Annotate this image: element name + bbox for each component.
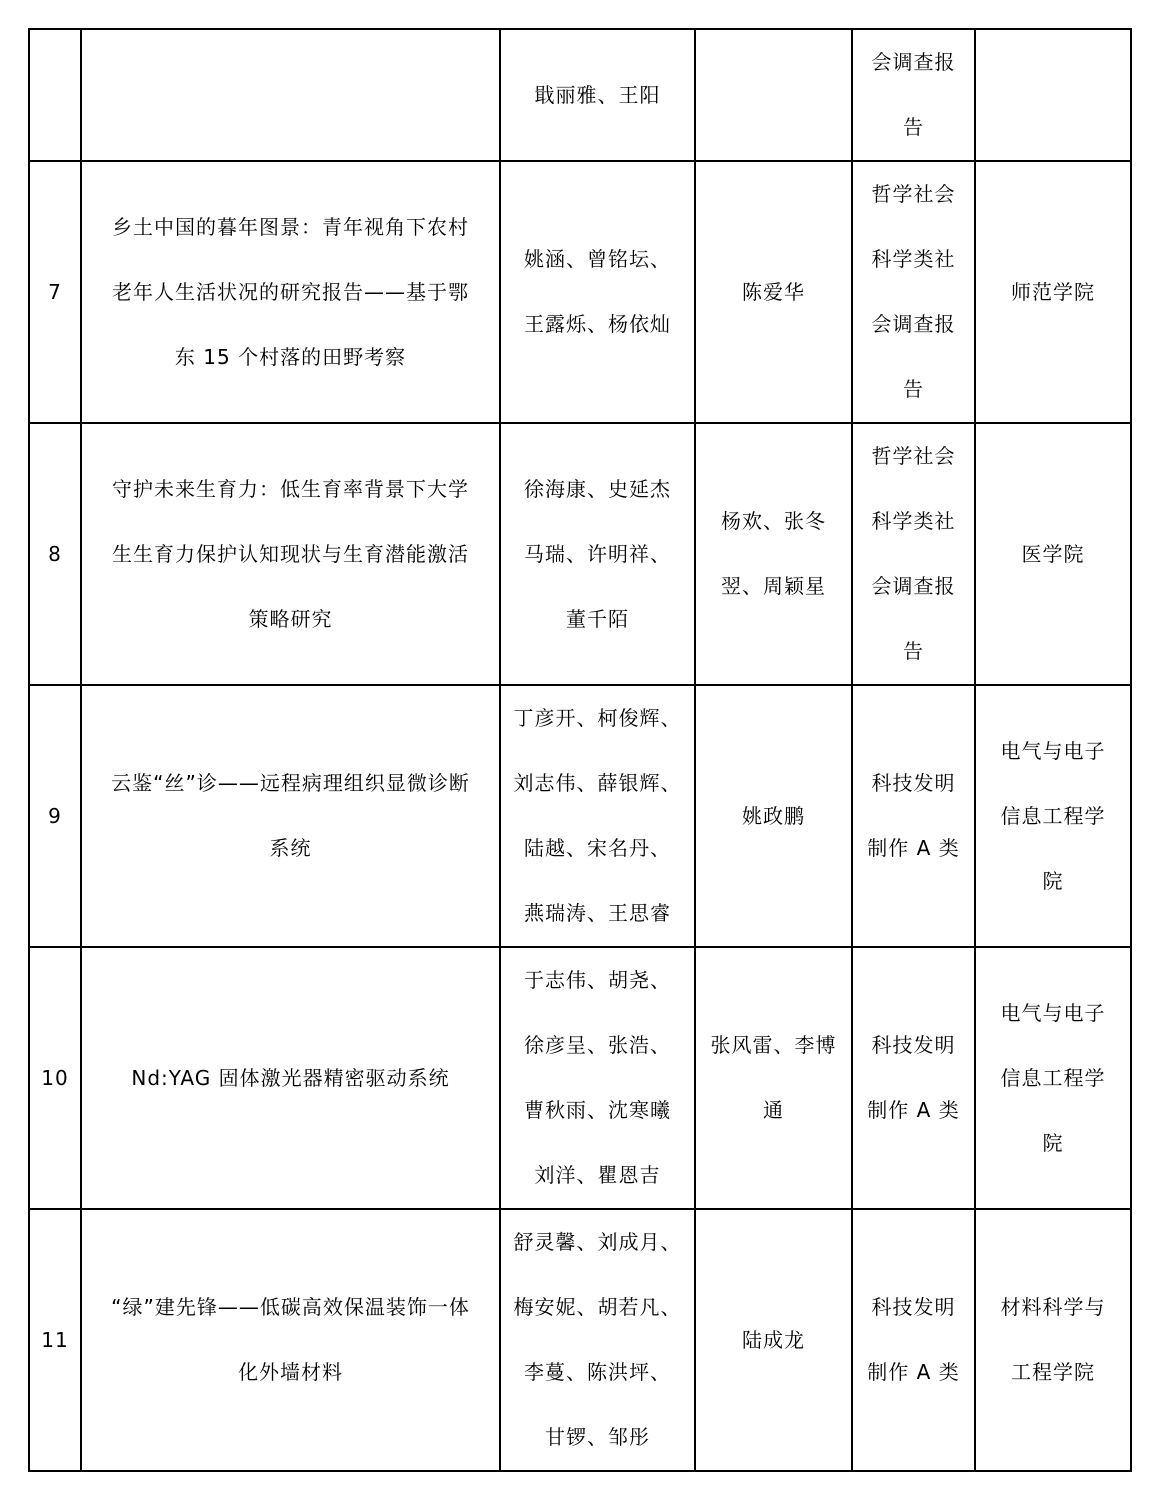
team-members-line: 于志伟、胡尧、 <box>524 968 671 992</box>
category-line: 科技发明 <box>871 771 956 795</box>
team-members-cell <box>500 29 695 161</box>
team-members-line: 徐彦呈、张浩、 <box>524 1033 671 1057</box>
advisor-cell <box>695 29 852 161</box>
team-members-cell <box>500 947 695 1209</box>
team-members-line: 李蔓、陈洪坪、 <box>524 1360 671 1384</box>
college-cell <box>975 161 1131 423</box>
project-title-cell <box>81 29 500 161</box>
team-members-line: 陆越、宋名丹、 <box>524 836 671 860</box>
team-members-line: 姚涵、曾铭坛、 <box>524 247 671 271</box>
project-title-line: 云鉴“丝”诊——远程病理组织显微诊断 <box>111 771 470 795</box>
category-line: 会调查报 <box>871 312 956 336</box>
category-line: 制作 A 类 <box>867 1360 960 1384</box>
row-number-cell: 7 <box>29 161 81 423</box>
project-title-line: 生生育力保护认知现状与生育潜能激活 <box>112 541 469 566</box>
award-table <box>28 28 1132 1472</box>
project-title-line: 乡土中国的暮年图景：青年视角下农村 <box>112 214 469 239</box>
advisor-cell <box>695 947 852 1209</box>
advisor-cell <box>695 1209 852 1471</box>
college-line: 电气与电子 <box>1000 738 1106 763</box>
category-line: 科技发明 <box>871 1295 956 1319</box>
college-line: 院 <box>1042 868 1064 893</box>
advisor-cell <box>695 423 852 685</box>
row-number-cell: 9 <box>29 685 81 947</box>
category-line: 制作 A 类 <box>867 836 960 860</box>
category-line: 制作 A 类 <box>867 1098 960 1122</box>
row-number-cell: 11 <box>29 1209 81 1471</box>
college-line: 材料科学与 <box>1000 1295 1106 1319</box>
team-members-line: 梅安妮、胡若凡、 <box>513 1295 682 1319</box>
advisor-line: 张风雷、李博 <box>710 1033 837 1057</box>
team-members-line: 马瑞、许明祥、 <box>524 541 671 566</box>
table-row <box>29 1209 1131 1471</box>
category-cell <box>852 685 975 947</box>
advisor-line: 姚政鹏 <box>742 803 805 828</box>
row-number-cell: 10 <box>29 947 81 1209</box>
team-members-line: 曹秋雨、沈寒曦 <box>524 1098 671 1122</box>
team-members-line: 徐海康、史延杰 <box>524 476 671 501</box>
row-number-cell: 8 <box>29 423 81 685</box>
college-cell <box>975 29 1131 161</box>
category-cell <box>852 29 975 161</box>
college-cell <box>975 947 1131 1209</box>
category-line: 科技发明 <box>871 1033 956 1057</box>
category-line: 哲学社会 <box>871 182 956 206</box>
project-title-cell <box>81 423 500 685</box>
advisor-line: 翌、周颖星 <box>721 574 826 598</box>
category-cell <box>852 1209 975 1471</box>
project-title-line: 老年人生活状况的研究报告——基于鄂 <box>112 279 469 304</box>
project-title-line: Nd:YAG 固体激光器精密驱动系统 <box>131 1065 450 1090</box>
college-line: 工程学院 <box>1011 1360 1095 1384</box>
college-line: 师范学院 <box>1011 279 1095 304</box>
project-title-cell <box>81 685 500 947</box>
table-body <box>29 29 1131 1471</box>
category-line: 告 <box>903 639 924 663</box>
team-members-line: 刘洋、瞿恩吉 <box>534 1163 661 1187</box>
advisor-line: 陆成龙 <box>742 1327 805 1352</box>
project-title-line: “绿”建先锋——低碳高效保温装饰一体 <box>111 1295 470 1319</box>
college-line: 医学院 <box>1021 541 1085 566</box>
category-line: 科学类社 <box>871 247 956 271</box>
project-title-line: 东 15 个村落的田野考察 <box>174 344 407 369</box>
category-line: 会调查报 <box>871 574 956 598</box>
project-title-line: 守护未来生育力：低生育率背景下大学 <box>112 476 469 501</box>
college-line: 信息工程学 <box>1000 803 1106 828</box>
project-title-cell <box>81 947 500 1209</box>
advisor-cell <box>695 161 852 423</box>
project-title-line: 系统 <box>269 836 312 860</box>
table-row <box>29 29 1131 161</box>
advisor-cell <box>695 685 852 947</box>
category-line: 科学类社 <box>871 509 956 533</box>
advisor-line: 陈爱华 <box>742 279 805 304</box>
college-line: 院 <box>1042 1130 1064 1155</box>
team-members-line: 刘志伟、薛银辉、 <box>513 771 682 795</box>
college-line: 信息工程学 <box>1000 1065 1106 1090</box>
college-line: 电气与电子 <box>1000 1000 1106 1025</box>
team-members-line: 舒灵馨、刘成月、 <box>513 1230 682 1254</box>
project-title-line: 策略研究 <box>248 606 333 631</box>
team-members-line: 董千陌 <box>566 606 629 631</box>
category-cell <box>852 947 975 1209</box>
table-row <box>29 423 1131 685</box>
college-cell <box>975 423 1131 685</box>
row-number-cell <box>29 29 81 161</box>
team-members-cell <box>500 423 695 685</box>
project-title-cell <box>81 161 500 423</box>
table-row <box>29 947 1131 1209</box>
college-cell <box>975 1209 1131 1471</box>
category-line: 告 <box>903 377 924 401</box>
category-cell <box>852 161 975 423</box>
team-members-line: 丁彦开、柯俊辉、 <box>513 706 682 730</box>
team-members-line: 燕瑞涛、王思睿 <box>524 901 671 925</box>
category-line: 哲学社会 <box>871 444 956 468</box>
project-title-cell <box>81 1209 500 1471</box>
category-line: 告 <box>903 115 924 139</box>
team-members-cell <box>500 685 695 947</box>
team-members-line: 王露烁、杨依灿 <box>524 312 671 336</box>
college-cell <box>975 685 1131 947</box>
advisor-line: 通 <box>763 1098 784 1122</box>
team-members-cell <box>500 1209 695 1471</box>
table-row <box>29 685 1131 947</box>
category-cell <box>852 423 975 685</box>
advisor-line: 杨欢、张冬 <box>721 509 826 533</box>
team-members-cell <box>500 161 695 423</box>
table-row <box>29 161 1131 423</box>
category-line: 会调查报 <box>871 50 956 74</box>
project-title-line: 化外墙材料 <box>238 1360 343 1384</box>
team-members-line: 甘锣、邹彤 <box>545 1425 650 1449</box>
team-members-line: 戢丽雅、王阳 <box>534 82 661 107</box>
